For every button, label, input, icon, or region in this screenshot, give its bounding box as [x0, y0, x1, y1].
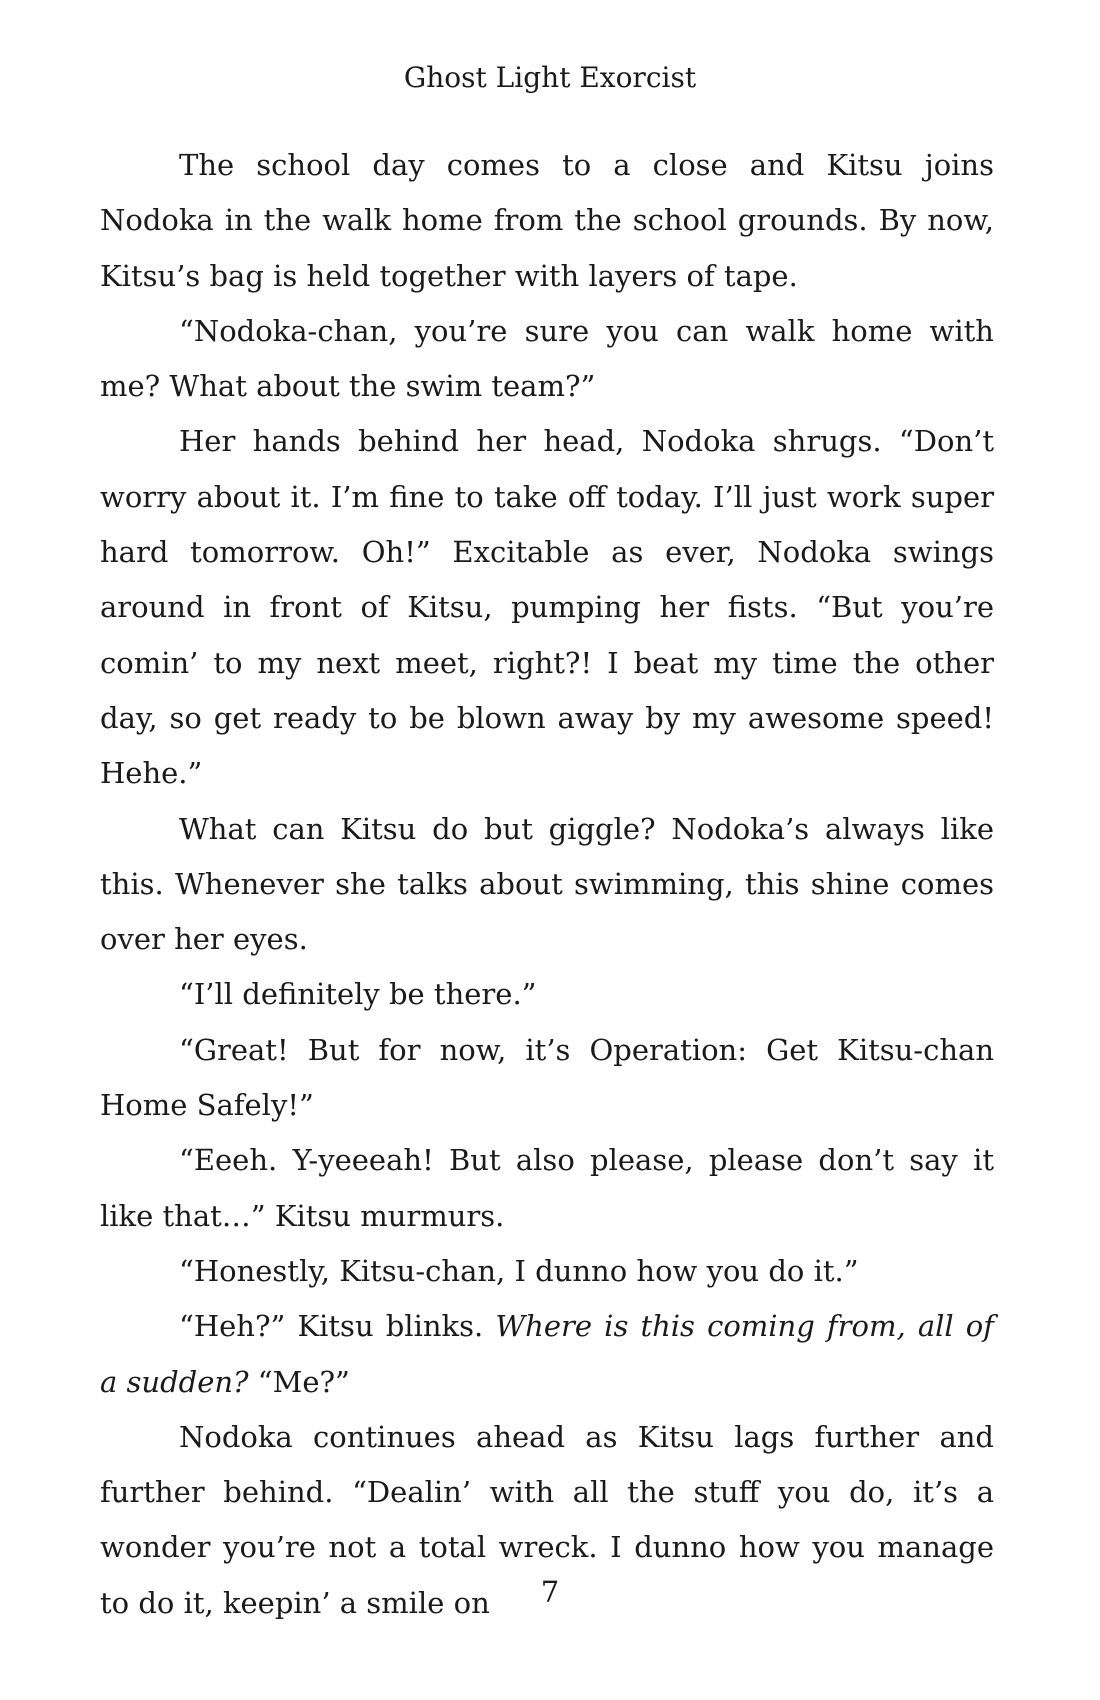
- paragraph: “Heh?” Kitsu blinks. Where is this coming from, all of a sudden? “Me?”: [100, 1309, 994, 1399]
- page-number: 7: [540, 1575, 560, 1609]
- italic-thought: Where is this coming from, all of a sudden?: [100, 1309, 994, 1399]
- paragraph: Her hands behind her head, Nodoka shrugs. “Don’t worry about it. I’m fine to take off today. I’ll just work super hard tomorrow. Oh!” Excitable as ever, Nodoka swings around in front of Kitsu, pumping her fists. “But you’re comin’ to my next meet, right?! I beat my time the other day, so get ready to be blown away by my awesome speed! Hehe.”: [100, 424, 994, 791]
- paragraph: Nodoka continues ahead as Kitsu lags further and further behind. “Dealin’ with all the stuff you do, it’s a wonder you’re not a total wreck. I dunno how you manage to do it, keepin’ a smile on: [100, 1419, 994, 1620]
- paragraph: “I’ll definitely be there.”: [179, 977, 537, 1012]
- paragraph: “Great! But for now, it’s Operation: Get Kitsu-chan Home Safely!”: [100, 1032, 994, 1123]
- paragraph: What can Kitsu do but giggle? Nodoka’s always like this. Whenever she talks about swimming, this shine comes over her eyes.: [100, 811, 994, 957]
- body-text: [100, 138, 994, 1631]
- paragraph: “Honestly, Kitsu-chan, I dunno how you do it.”: [179, 1253, 859, 1288]
- paragraph: The school day comes to a close and Kitsu joins Nodoka in the walk home from the school grounds. By now, Kitsu’s bag is held together with layers of tape.: [100, 148, 994, 293]
- paragraph: “Eeeh. Y-yeeeah! But also please, please don’t say it like that…” Kitsu murmurs.: [100, 1143, 994, 1233]
- paragraph: “Nodoka-chan, you’re sure you can walk home with me? What about the swim team?”: [100, 313, 994, 404]
- running-head: Ghost Light Exorcist: [403, 61, 697, 94]
